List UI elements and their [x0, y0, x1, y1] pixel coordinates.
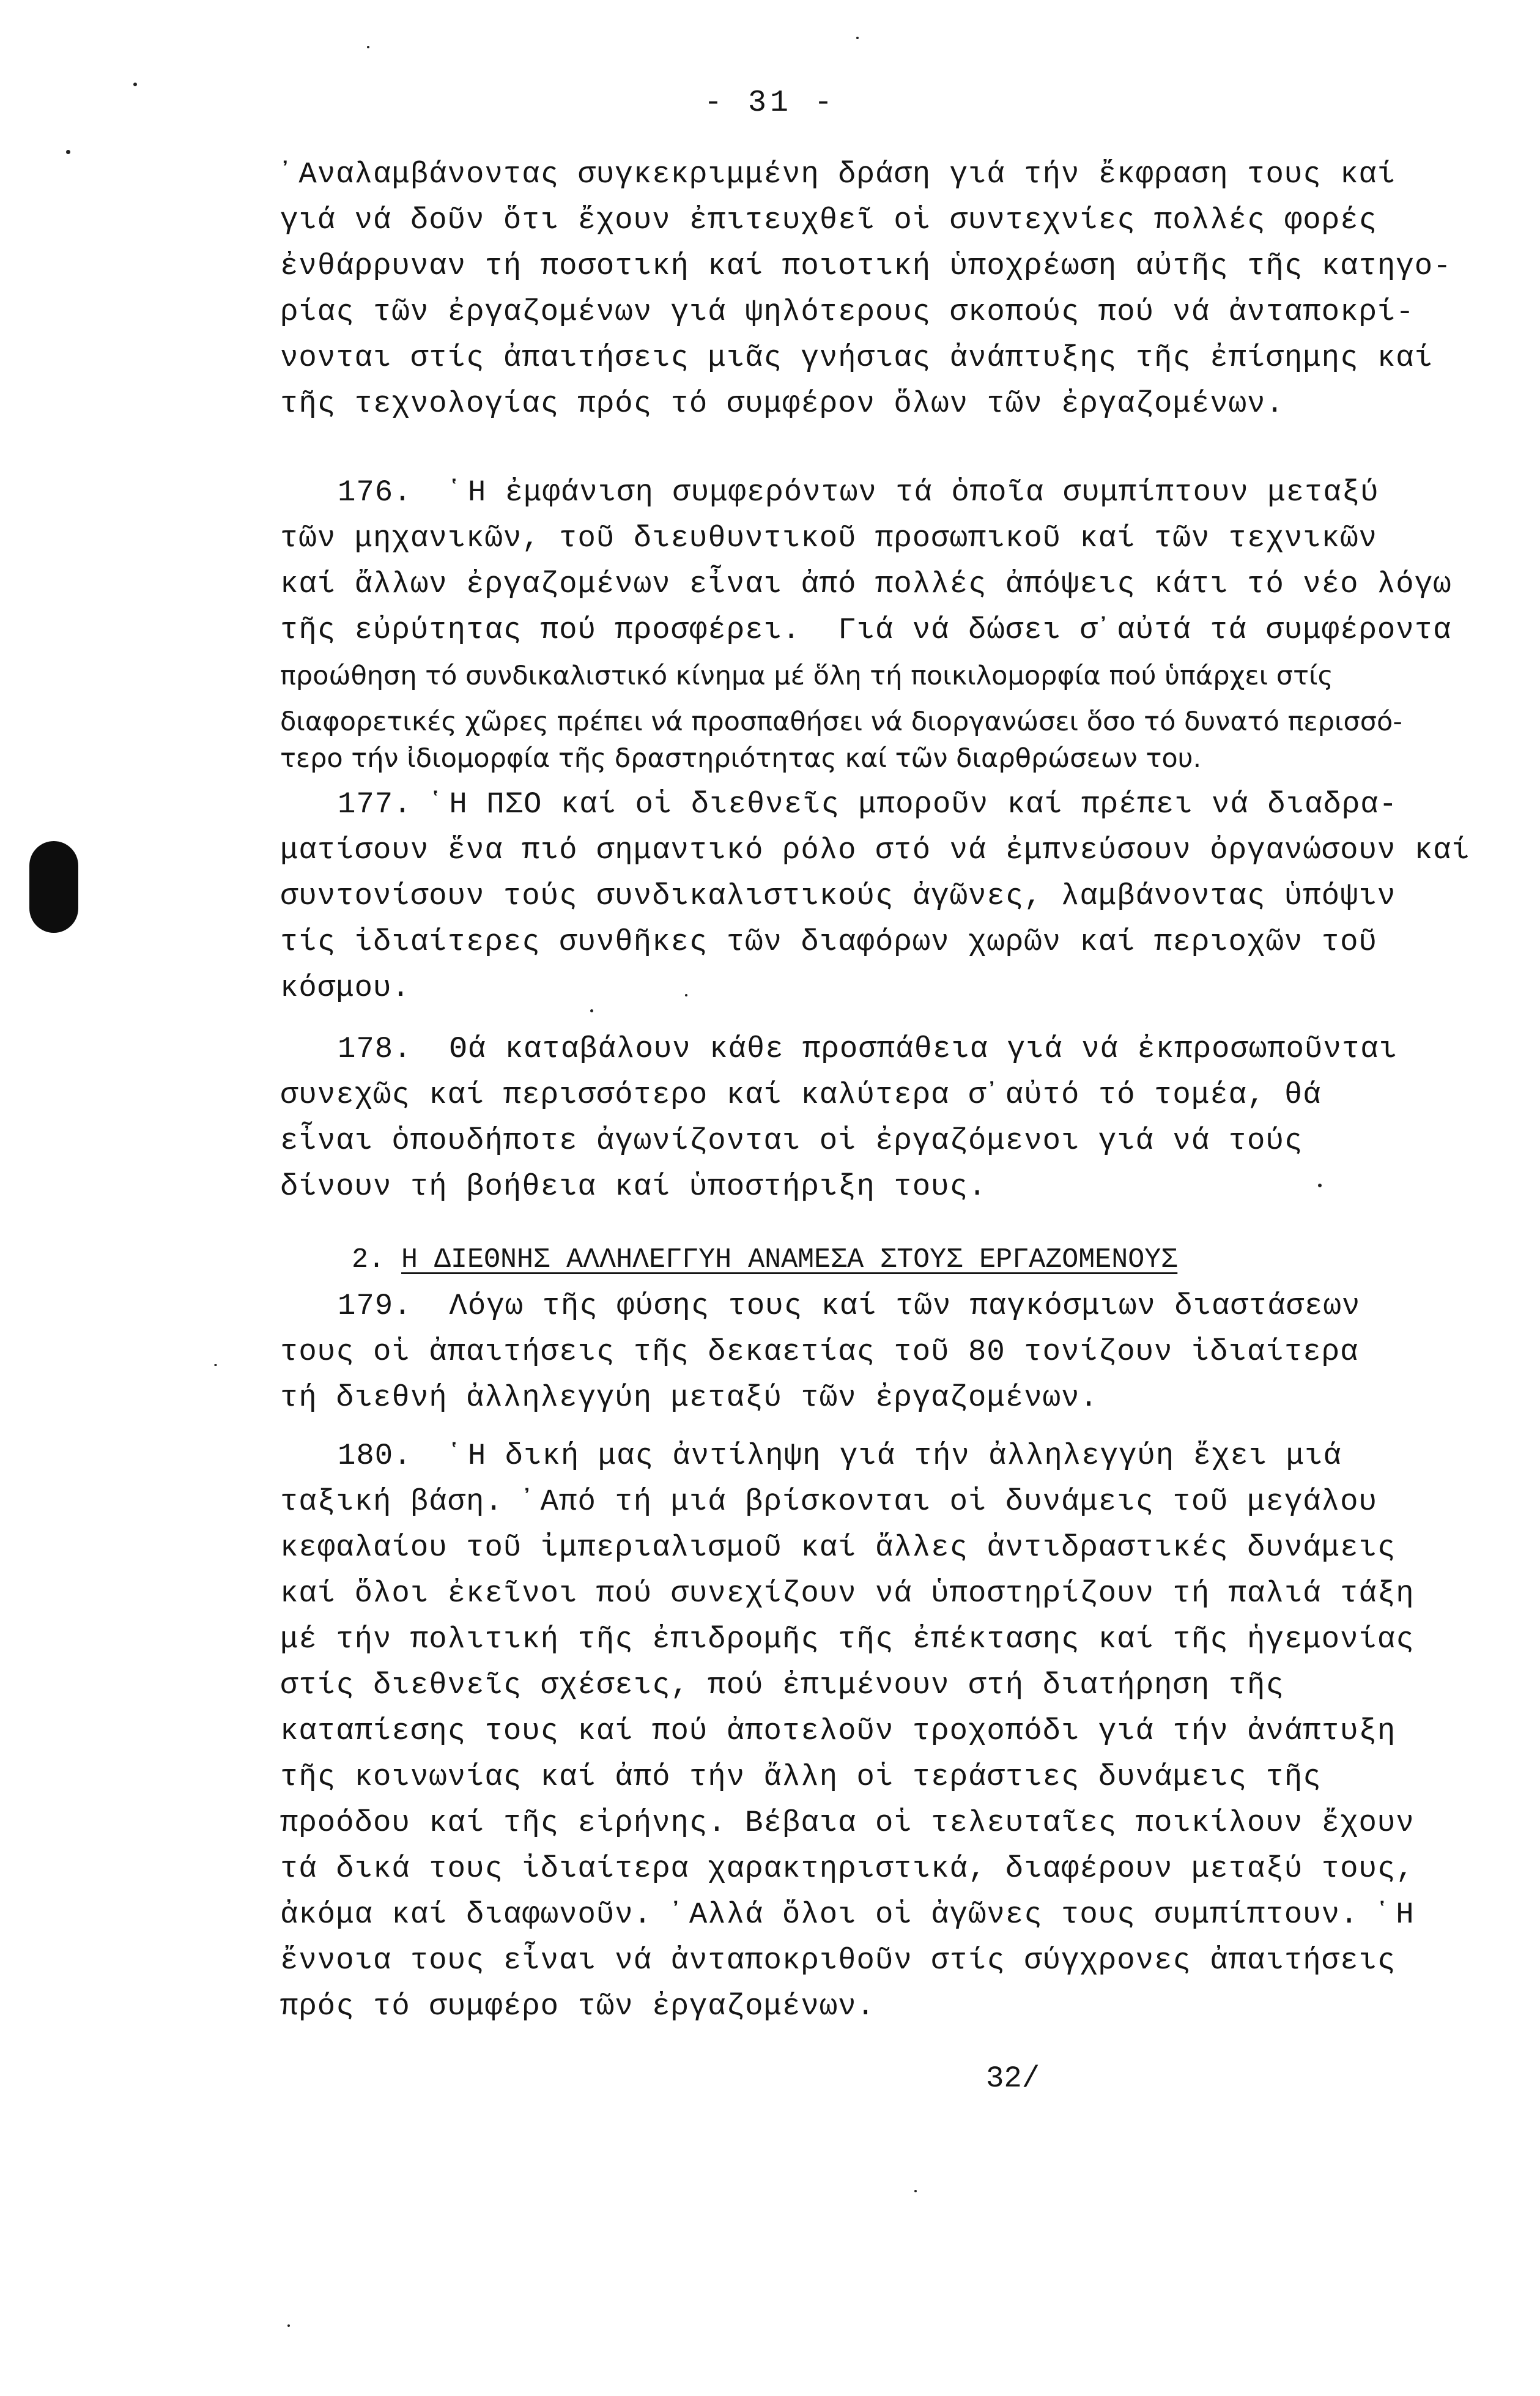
text-line: συνεχῶς καί περισσότερο καί καλύτερα σ᾽αὐτό τό τομέα, θά — [280, 1078, 1322, 1112]
text-line: μέ τήν πολιτική τῆς ἐπιδρομῆς τῆς ἐπέκτασης καί τῆς ἡγεμονίας — [280, 1622, 1415, 1656]
scan-speck — [214, 1364, 217, 1366]
text-line: κεφαλαίου τοῦ ἰμπεριαλισμοῦ καί ἄλλες ἀντιδραστικές δυνάμεις — [280, 1530, 1396, 1565]
scan-speck — [856, 37, 859, 39]
section-heading-number: 2. — [352, 1244, 385, 1275]
text-line: τά δικά τους ἰδιαίτερα χαρακτηριστικά, διαφέρουν μεταξύ τους, — [280, 1852, 1415, 1886]
text-line: τῶν μηχανικῶν, τοῦ διευθυντικοῦ προσωπικοῦ καί τῶν τεχνικῶν — [280, 521, 1377, 555]
text-line: τή διεθνή ἀλληλεγγύη μεταξύ τῶν ἐργαζομένων. — [280, 1381, 1098, 1415]
text-line: διαφορετικές χῶρες πρέπει νά προσπαθήσει νά διοργανώσει ὅσο τό δυνατό περισσό- — [280, 707, 1402, 737]
scan-speck — [590, 1009, 593, 1012]
text-line: καί ἄλλων ἐργαζομένων εἶναι ἀπό πολλές ἀπόψεις κάτι τό νέο λόγω — [280, 567, 1452, 601]
continuation-marker: 32/ — [986, 2061, 1040, 2096]
text-line: εἶναι ὁπουδήποτε ἀγωνίζονται οἱ ἐργαζόμενοι γιά νά τούς — [280, 1124, 1303, 1158]
scan-speck — [914, 2190, 917, 2192]
text-line: 178. Θά καταβάλουν κάθε προσπάθεια γιά νά ἐκπροσωποῦνται — [338, 1032, 1398, 1066]
page-number: - 31 - — [703, 86, 837, 121]
text-line: καταπίεσης τους καί πού ἀποτελοῦν τροχοπόδι γιά τήν ἀνάπτυξη — [280, 1714, 1396, 1748]
scan-speck — [66, 150, 70, 154]
text-line: γιά νά δοῦν ὅτι ἔχουν ἐπιτευχθεῖ οἱ συντεχνίες πολλές φορές — [280, 203, 1377, 237]
scan-speck — [287, 2324, 290, 2327]
scan-speck — [685, 994, 687, 996]
text-line: πρός τό συμφέρο τῶν ἐργαζομένων. — [280, 1989, 875, 2023]
text-line: στίς διεθνεῖς σχέσεις, πού ἐπιμένουν στή διατήρηση τῆς — [280, 1668, 1284, 1702]
text-line: τῆς εὐρύτητας πού προσφέρει. Γιά νά δώσει σ᾽αὐτά τά συμφέροντα — [280, 613, 1452, 647]
text-line: 176. ῾Η ἐμφάνιση συμφερόντων τά ὁποῖα συμπίπτουν μεταξύ — [338, 475, 1379, 510]
text-line: 177. ῾Η ΠΣΟ καί οἱ διεθνεῖς μποροῦν καί πρέπει νά διαδρα- — [338, 787, 1398, 822]
scan-speck — [367, 46, 369, 48]
text-line: τίς ἰδιαίτερες συνθῆκες τῶν διαφόρων χωρῶν καί περιοχῶν τοῦ — [280, 925, 1377, 959]
section-heading-title: Η ΔΙΕΘΝΗΣ ΑΛΛΗΛΕΓΓΥΗ ΑΝΑΜΕΣΑ ΣΤΟΥΣ ΕΡΓΑΖΟΜΕΝΟΥΣ — [401, 1244, 1178, 1275]
text-line: πρoώθηση τό συνδικαλιστικό κίνημα μέ ὅλη τή ποικιλομορφία πού ὑπάρχει στίς — [280, 661, 1333, 691]
text-line: καί ὅλοι ἐκεῖνοι πού συνεχίζουν νά ὑποστηρίζουν τή παλιά τάξη — [280, 1576, 1415, 1611]
text-line: ἐνθάρρυναν τή ποσοτική καί ποιοτική ὑποχρέωση αὐτῆς τῆς κατηγο- — [280, 249, 1452, 283]
text-line: ρίας τῶν ἐργαζομένων γιά ψηλότερους σκοπούς πού νά ἀνταποκρί- — [280, 295, 1415, 329]
text-line: νονται στίς ἀπαιτήσεις μιᾶς γνήσιας ἀνάπτυξης τῆς ἐπίσημης καί — [280, 341, 1434, 375]
text-line: ἔννοια τους εἶναι νά ἀνταποκριθοῦν στίς σύγχρονες ἀπαιτήσεις — [280, 1943, 1396, 1978]
scan-speck — [1318, 1184, 1322, 1187]
text-line: δίνουν τή βοήθεια καί ὑποστήριξη τους. — [280, 1170, 987, 1204]
text-line: τερο τήν ἰδιομορφία τῆς δραστηριότητας καί τῶν διαρθρώσεων του. — [280, 743, 1202, 774]
text-line: 179. Λόγω τῆς φύσης τους καί τῶν παγκόσμιων διαστάσεων — [338, 1289, 1361, 1323]
text-line: προόδου καί τῆς εἰρήνης. Βέβαια οἱ τελευταῖες ποικίλουν ἔχουν — [280, 1806, 1415, 1840]
scan-speck — [133, 83, 137, 86]
text-line: τῆς τεχνολογίας πρός τό συμφέρον ὅλων τῶν ἐργαζομένων. — [280, 387, 1284, 421]
punch-hole-mark — [29, 841, 78, 933]
text-line: ταξική βάση. ᾽Από τή μιά βρίσκονται οἱ δυνάμεις τοῦ μεγάλου — [280, 1485, 1377, 1519]
text-line: τῆς κοινωνίας καί ἀπό τήν ἄλλη οἱ τεράστιες δυνάμεις τῆς — [280, 1760, 1322, 1794]
text-line: 180. ῾Η δική μας ἀντίληψη γιά τήν ἀλληλεγγύη ἔχει μιά — [338, 1439, 1342, 1473]
text-line: ματίσουν ἕνα πιό σημαντικό ρόλο στό νά ἐμπνεύσουν ὀργανώσουν καί — [280, 833, 1470, 867]
text-line: κόσμου. — [280, 971, 410, 1005]
text-line: ἀκόμα καί διαφωνοῦν. ᾽Αλλά ὅλοι οἱ ἀγῶνες τους συμπίπτουν. ῾Η — [280, 1897, 1415, 1932]
text-line: ᾽Αναλαμβάνοντας συγκεκριμμένη δράση γιά τήν ἔκφραση τους καί — [280, 157, 1396, 191]
section-heading — [352, 1242, 1177, 1278]
text-line: συντονίσουν τούς συνδικαλιστικούς ἀγῶνες, λαμβάνοντας ὑπόψιν — [280, 879, 1396, 913]
text-line: τους οἱ ἀπαιτήσεις τῆς δεκαετίας τοῦ 80 τονίζουν ἰδιαίτερα — [280, 1335, 1359, 1369]
